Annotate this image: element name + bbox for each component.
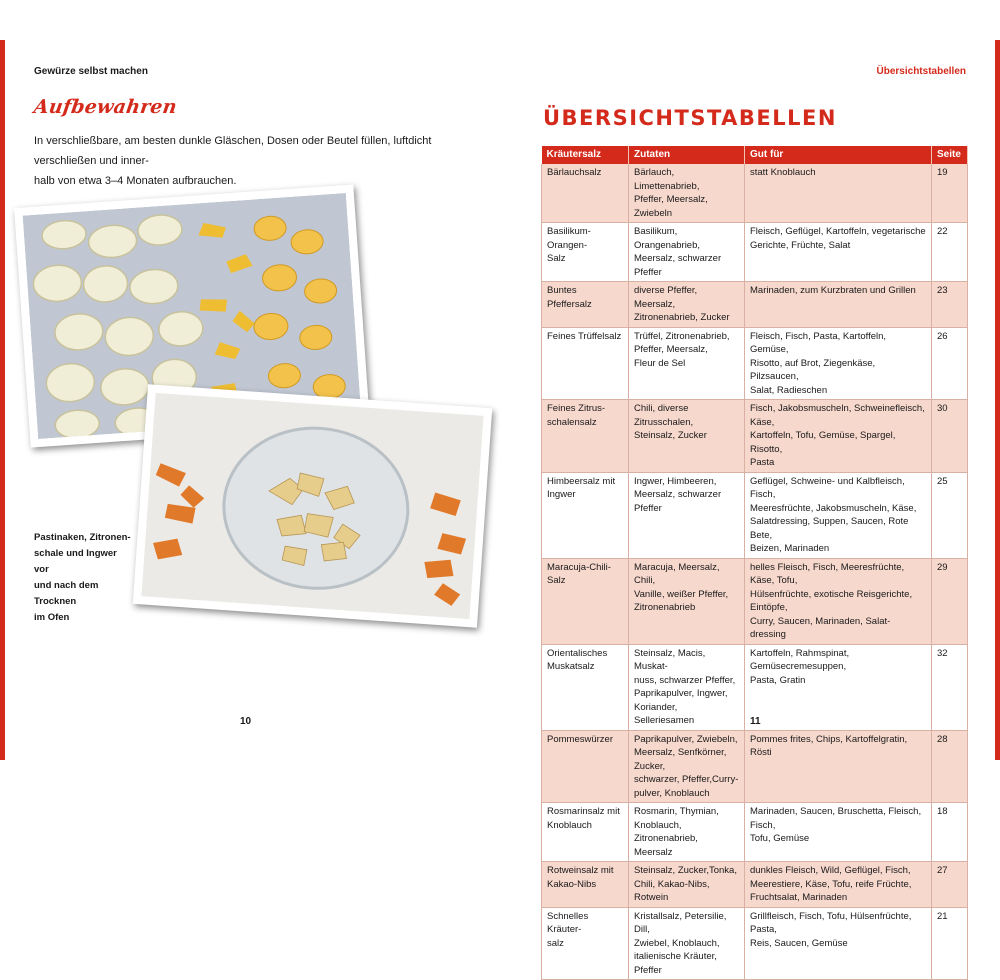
cell-line: Pfeffer, Meersalz, Zwiebeln [634,194,708,219]
cell-line: diverse Pfeffer, Meersalz, [634,285,698,310]
table-row [542,803,968,862]
intro-line: halb von etwa 3–4 Monaten aufbrauchen. [34,175,237,187]
cell-line: Chili, Kakao-Nibs, Rotwein [634,878,710,903]
cell-line: Kartoffeln, Tofu, Gemüse, Spargel, Risotto, [750,430,896,455]
cell-line: Steinsalz, Macis, Muskat- [634,647,706,672]
cell-line: Steinsalz, Zucker,Tonka, [634,865,737,876]
cell-name [542,472,629,558]
column-header-seite: Seite [932,146,968,164]
cell-line: Basilikum-Orangen- [547,226,591,251]
cell-line: Meersalz [634,846,673,858]
cell-line: Basilikum, Orangenabrieb, [634,226,701,251]
page-edge-left [0,40,5,760]
cell-line: Zwiebel, Knoblauch, [634,937,720,949]
cell-line: Kartoffeln, Rahmspinat, Gemüsecremesuppen, [750,647,850,672]
cell-line: schwarzer, Pfeffer,Curry- [634,774,739,785]
cell-ingredients [629,223,745,282]
cell-page: 22 [932,223,968,282]
cell-line: Paprikapulver, Zwiebeln, [634,733,738,745]
cell-line: Knoblauch [547,819,592,831]
cell-line: Kristallsalz, Petersilie, Dill, [634,910,727,935]
cell-use [745,730,932,803]
cell-ingredients [629,282,745,328]
cell-line: Rosmarin, Thymian, [634,806,719,817]
caption-line: und nach dem Trocknen [34,580,99,607]
cell-line: Himbeersalz mit [547,475,616,487]
cell-line: Gerichte, Früchte, Salat [750,239,851,251]
cell-line: Pasta [750,457,775,468]
cell-line: Marinaden, Saucen, Bruschetta, Fleisch, Fisch, [750,806,922,831]
cell-page: 32 [932,644,968,730]
cell-page: 29 [932,558,968,644]
cell-line: Zitronenabrieb [634,602,696,613]
cell-page: 30 [932,400,968,473]
cell-name [542,558,629,644]
cell-line: Meersalz, schwarzer Pfeffer [634,253,722,278]
cell-ingredients [629,803,745,862]
cell-name [542,223,629,282]
cell-ingredients [629,327,745,400]
cell-ingredients [629,730,745,803]
cell-page: 27 [932,862,968,908]
cell-line: Paprikapulver, Ingwer, [634,688,728,699]
cell-line: dressing [750,629,786,640]
table-row [542,282,968,328]
cell-line: Koriander, Selleriesamen [634,701,695,726]
cell-page: 19 [932,164,968,223]
cell-ingredients [629,862,745,908]
cell-line: Salat, Radieschen [750,384,828,396]
cell-line: dunkles Fleisch, Wild, Geflügel, Fisch, [750,865,911,876]
cell-use [745,223,932,282]
cell-line: Salatdressing, Suppen, Saucen, Rote Bete, [750,516,909,541]
table-body [542,164,968,980]
cell-line: Curry, Saucen, Marinaden, Salat- [750,615,891,627]
cell-page: 26 [932,327,968,400]
caption-line: Pastinaken, Zitronen- [34,532,131,543]
cell-name [542,907,629,980]
caption-line: im Ofen [34,612,70,623]
cell-line: Feines Zitrus- [547,403,606,414]
cell-page: 21 [932,907,968,980]
cell-page: 18 [932,803,968,862]
intro-paragraph [34,131,474,191]
page-number-left: 10 [240,716,252,727]
cell-use [745,472,932,558]
spice-salt-table [541,146,967,980]
cell-name [542,644,629,730]
cell-name [542,282,629,328]
page-number-right: 11 [750,716,761,727]
cell-line: Pommes frites, Chips, Kartoffelgratin, Rösti [750,733,908,758]
table-row [542,164,968,223]
cell-line: Muskatsalz [547,661,595,672]
cell-line: Chili, diverse Zitrusschalen, [634,403,694,428]
cell-line: Tofu, Gemüse [750,833,810,844]
cell-page: 28 [932,730,968,803]
cell-use [745,400,932,473]
cell-line: Meersalz, Senfkörner, Zucker, [634,747,727,772]
cell-use [745,327,932,400]
running-head-left: Gewürze selbst machen [34,66,148,77]
cell-use [745,907,932,980]
cell-line: Fleisch, Geflügel, Kartoffeln, vegetarische [750,226,926,237]
caption-line: schale und Ingwer vor [34,548,117,575]
cell-line: Maracuja-Chili-Salz [547,561,611,586]
cell-line: Risotto, auf Brot, Ziegenkäse, Pilzsaucen, [750,357,876,382]
cell-line: Trüffel, Zitronenabrieb, [634,330,730,342]
cell-use [745,282,932,328]
cell-line: Pommeswürzer [547,733,613,745]
cell-line: helles Fleisch, Fisch, Meeresfrüchte, Käse, Tofu, [750,561,905,586]
running-head-right: Übersichtstabellen [876,66,966,77]
section-heading-uebersichtstabellen: ÜBERSICHTSTABELLEN [543,106,837,130]
cell-line: Pasta, Gratin [750,674,806,686]
cell-line: Geflügel, Schweine- und Kalbfleisch, Fisch, [750,475,905,500]
cell-line: Beizen, Marinaden [750,543,830,554]
table-header-row [542,146,968,164]
cell-line: Reis, Saucen, Gemüse [750,937,848,949]
cell-line: Ingwer [547,489,576,500]
cell-name [542,327,629,400]
cell-line: Meeresfrüchte, Jakobsmuscheln, Käse, [750,502,917,514]
cell-line: Marinaden, zum Kurzbraten und Grillen [750,285,916,296]
cell-line: Rosmarinsalz mit [547,806,620,817]
cell-line: pulver, Knoblauch [634,787,710,799]
cell-name [542,164,629,223]
cell-line: salz [547,937,564,949]
column-header-kraeutersalz: Kräutersalz [542,146,629,164]
table-row [542,558,968,644]
cell-line: Fisch, Jakobsmuscheln, Schweinefleisch, Käse, [750,403,925,428]
cell-line: Zitronenabrieb, Zucker [634,312,730,323]
cell-ingredients [629,558,745,644]
cell-line: statt Knoblauch [750,167,816,178]
cell-ingredients [629,907,745,980]
cell-line: Vanille, weißer Pfeffer, [634,588,729,600]
cell-ingredients [629,400,745,473]
cell-name [542,862,629,908]
cell-use [745,644,932,730]
cell-line: Steinsalz, Zucker [634,430,707,441]
cell-line: Grillfleisch, Fisch, Tofu, Hülsenfrüchte, Pasta, [750,910,912,935]
cell-line: Ingwer, Himbeeren, [634,475,717,487]
cell-line: Meersalz, schwarzer Pfeffer [634,489,722,514]
cell-line: Knoblauch, Zitronenabrieb, [634,819,698,844]
table-row [542,223,968,282]
intro-line: In verschließbare, am besten dunkle Gläschen, Dosen oder Beutel füllen, luftdicht verschließen und inner- [34,135,432,167]
table-row [542,400,968,473]
table-row [542,472,968,558]
photo-dried-bowl-image [141,393,483,619]
cell-name [542,400,629,473]
column-header-gut-fuer: Gut für [745,146,932,164]
cell-line: nuss, schwarzer Pfeffer, [634,674,736,686]
photo-caption [34,530,134,626]
table-row [542,730,968,803]
cell-line: Pfeffer, Meersalz, [634,344,708,355]
cell-use [745,558,932,644]
cell-line: Buntes Pfeffersalz [547,285,592,310]
cell-ingredients [629,164,745,223]
page-edge-right [995,40,1000,760]
table-row [542,907,968,980]
column-header-zutaten: Zutaten [629,146,745,164]
cell-line: schalensalz [547,416,597,428]
cell-name [542,730,629,803]
table-row [542,862,968,908]
cell-line: Fleisch, Fisch, Pasta, Kartoffeln, Gemüse, [750,330,887,355]
cell-ingredients [629,472,745,558]
cell-line: Schnelles Kräuter- [547,910,589,935]
table-row [542,327,968,400]
cell-name [542,803,629,862]
cell-line: Bärlauch, Limettenabrieb, [634,167,700,192]
cell-line: Hülsenfrüchte, exotische Reisgerichte, Eintöpfe, [750,588,913,613]
cell-line: Orientalisches [547,647,608,659]
cell-line: Rotweinsalz mit [547,865,614,876]
cell-line: Salz [547,253,566,264]
cell-page: 23 [932,282,968,328]
cell-use [745,862,932,908]
cell-page: 25 [932,472,968,558]
cell-line: Bärlauchsalz [547,167,602,178]
cell-line: Fleur de Sel [634,357,686,369]
cell-line: italienische Kräuter, Pfeffer [634,951,717,976]
cell-use [745,164,932,223]
cell-line: Fruchtsalat, Marinaden [750,892,848,903]
cell-ingredients [629,644,745,730]
cell-line: Meerestiere, Käse, Tofu, reife Früchte, [750,878,912,890]
cell-line: Kakao-Nibs [547,878,597,890]
section-heading-aufbewahren: Aufbewahren [32,96,179,118]
photo-dried-bowl [133,384,493,628]
cell-use [745,803,932,862]
cell-line: Maracuja, Meersalz, Chili, [634,561,720,586]
cell-line: Feines Trüffelsalz [547,330,622,342]
